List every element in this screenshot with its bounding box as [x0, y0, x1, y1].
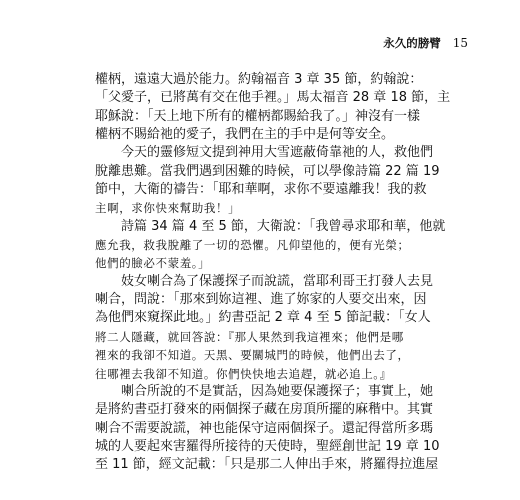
text-line: 往哪裡去我卻不知道。你們快快地去追趕，就必追上。』: [95, 366, 392, 381]
text-line: 主啊，求你快來幫助我！」: [95, 201, 241, 216]
text-line: 節中，大衛的禱告：「耶和華啊，求你不要遠離我！我的救: [95, 182, 427, 198]
text-line: 詩篇 34 篇 4 至 5 節，大衛說：「我曾尋求耶和華，他就: [95, 218, 446, 234]
text-line: 喇合所說的不是實話，因為她要保護探子；事實上，她: [95, 383, 434, 399]
running-head: [383, 35, 468, 51]
text-line: 喇合，問說：「那來到妳這裡、進了妳家的人要交出來，因: [95, 292, 427, 308]
text-line: 耶穌說：「天上地下所有的權柄都賜給我了。」神沒有一樣: [95, 108, 421, 124]
text-line: 他們的臉必不蒙羞。」: [95, 256, 211, 271]
text-line: 裡來的我卻不知道。天黑、要關城門的時候，他們出去了，: [95, 348, 410, 363]
text-line: 將二人隱藏，就回答說：『那人果然到我這裡來；他們是哪: [95, 329, 404, 344]
text-line: 脫離患難。當我們遇到困難的時候，可以學像詩篇 22 篇 19: [95, 163, 440, 179]
text-line: 城的人要起來害羅得所接待的天使時，聖經創世記 19 章 10: [95, 438, 440, 454]
text-line: 「父愛子，已將萬有交在他手裡。」馬太福音 28 章 18 節，主: [95, 90, 451, 106]
text-line: 權柄不賜給祂的愛子，我們在主的手中是何等安全。: [95, 127, 395, 143]
text-line: 喇合不需要說謊，神也能保守這兩個探子。還記得當所多瑪: [95, 420, 434, 436]
text-line: 妓女喇合為了保護探子而說謊，當耶利哥王打發人去見: [95, 273, 434, 289]
text-line: 權柄，遠遠大過於能力。約翰福音 3 章 35 節，約翰說：: [95, 72, 423, 87]
chapter-title: 永久的膀臂: [383, 36, 441, 50]
text-line: 今天的靈修短文提到神用大雪遮蔽倚靠祂的人，救他們: [95, 145, 434, 161]
text-line: 應允我，救我脫離了一切的恐懼。凡仰望他的，便有光榮；: [95, 238, 410, 253]
text-line: 為他們來窺探此地。」約書亞記 2 章 4 至 5 節記載：「女人: [95, 310, 431, 326]
body-text: [95, 71, 451, 475]
text-line: 至 11 節，經文記載：「只是那二人伸出手來，將羅得拉進屋: [95, 457, 439, 473]
text-line: 是將約書亞打發來的兩個探子藏在房頂所擺的麻稭中。其實: [95, 402, 434, 418]
page-number: 15: [452, 36, 468, 50]
